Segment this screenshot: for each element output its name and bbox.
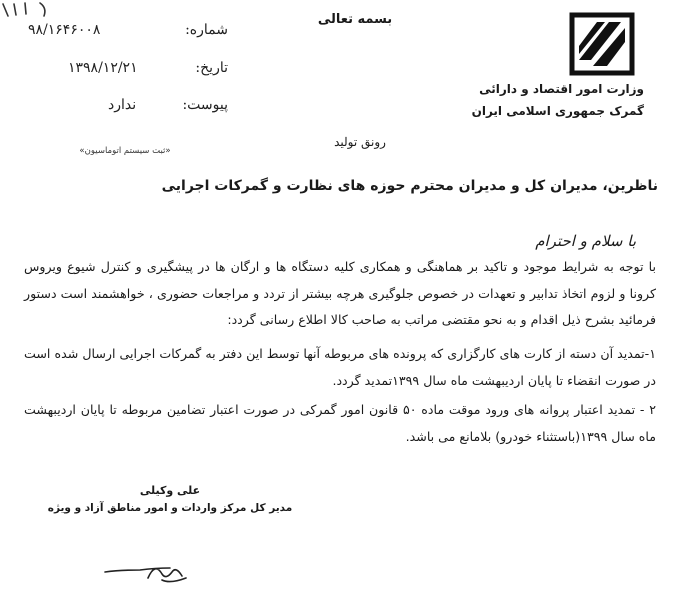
- ministry-name: وزارت امور اقتصاد و دارائی: [479, 82, 644, 96]
- recipient-line: ناظرین، مدیران کل و مدیران محترم حوزه های نظارت و گمرکات اجرایی: [161, 178, 658, 194]
- body-intro: با توجه به شرایط موجود و تاکید بر هماهنگی و همکاری کلیه دستگاه ها و ارگان ها در پیشگیری و کنترل شیوع ویروس کرونا و لزوم اتخاذ تدابیر و تعهدات در خصوص جلوگیری هرچه بیشتر از تردد و مراجعات حضوری ، خواهشمند است دستور فرمائید بشرح ذیل اقدام و به نحو مقتضی مراتب به صاحب کالا اطلاع رسانی گردد:: [24, 259, 656, 327]
- customs-emblem-icon: [569, 12, 635, 76]
- number-label: شماره:: [185, 22, 228, 38]
- bismillah-heading: بسمه تعالی: [317, 12, 393, 27]
- automation-note: «ثبت سیستم اتوماسیون»: [79, 146, 171, 156]
- date-value: ۱۳۹۸/۱۲/۲۱: [68, 60, 138, 76]
- letter-date-row: [28, 60, 228, 84]
- handwritten-signature-icon: [100, 548, 210, 588]
- body-item-1: ۱-تمدید آن دسته از کارت های کارگزاری که پرونده های مربوطه آنها توسط این دفتر به گمرکات اجرایی ارسال شده است در صورت انقضاء تا پایان اردیبهشت ماه سال ۱۳۹۹تمدید گردد.: [24, 346, 656, 388]
- attachment-row: [28, 97, 228, 121]
- attachment-label: پیوست:: [182, 97, 228, 113]
- signer-title: مدیر کل مرکز واردات و امور مناطق آزاد و ویژه: [47, 502, 293, 514]
- letter-number-row: [28, 22, 228, 46]
- attachment-value: ندارد: [108, 97, 137, 113]
- corner-marks: [0, 0, 70, 20]
- body-item-2: ۲ - تمدید اعتبار پروانه های ورود موقت ماده ۵۰ قانون امور گمرکی در صورت اعتبار تضامین مربوطه تا پایان اردیبهشت ماه سال ۱۳۹۹(باستثناء خودرو) بلامانع می باشد.: [24, 402, 656, 444]
- customs-name: گمرک جمهوری اسلامی ایران: [471, 104, 644, 118]
- signer-name: علی وکیلی: [139, 484, 201, 497]
- number-value: ۹۸/۱۶۴۶۰۰۸: [28, 22, 101, 38]
- slogan: رونق تولید: [334, 135, 386, 149]
- date-label: تاریخ:: [195, 60, 228, 76]
- greeting: با سلام و احترام: [535, 232, 636, 250]
